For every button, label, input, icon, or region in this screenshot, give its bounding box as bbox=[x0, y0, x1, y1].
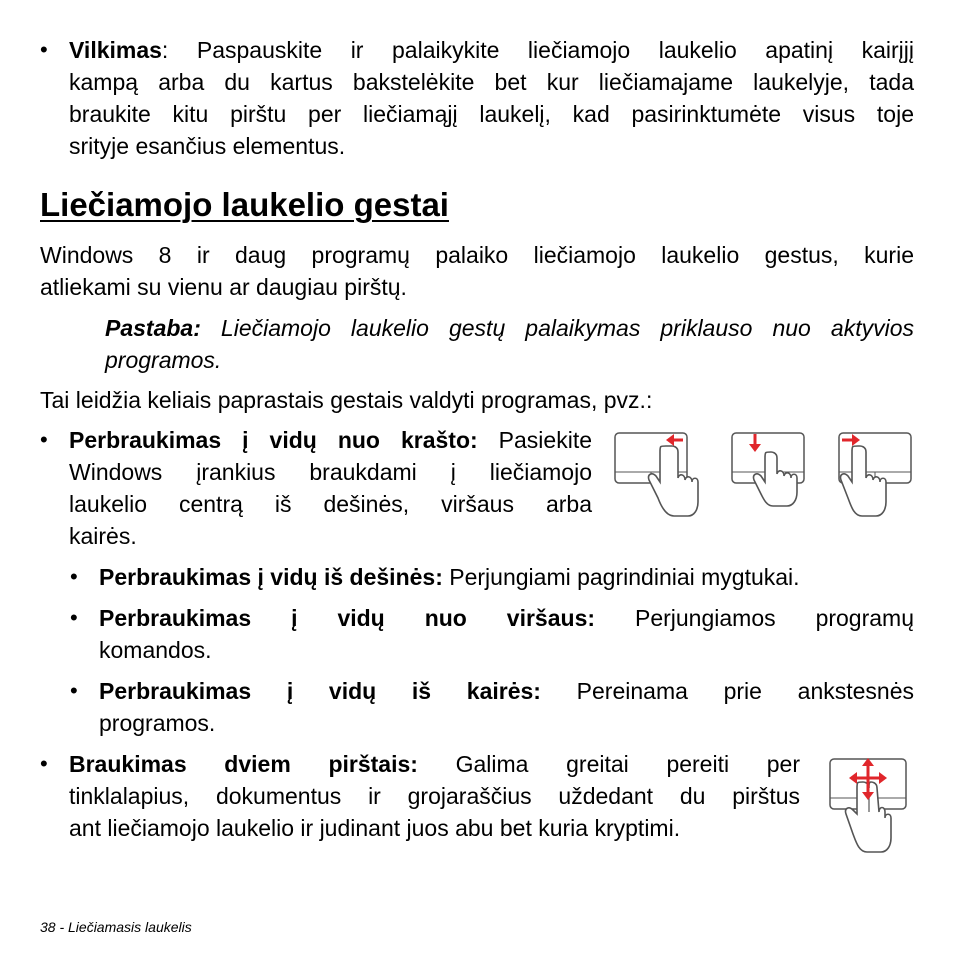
swipe-left-desc: Pereinama prie ankstesnės bbox=[540, 678, 914, 704]
drag-line-3: braukite kitu pirštu per liečiamąjį laukelį, kad pasirinktumėte visus toje bbox=[69, 101, 914, 127]
section-heading: Liečiamojo laukelio gestai bbox=[40, 186, 449, 223]
swipe-top-icon bbox=[731, 432, 807, 508]
edge-swipe-text bbox=[69, 424, 592, 552]
two-finger-line-2: tinklalapius, dokumentus ir grojaraščius uždedant du pirštus bbox=[69, 783, 800, 809]
two-finger-term: Braukimas dviem pirštais: bbox=[69, 751, 418, 777]
lead-paragraph: Tai leidžia keliais paprastais gestais valdyti programas, pvz.: bbox=[40, 387, 653, 413]
swipe-right-desc: Perjungiami pagrindiniai mygtukai. bbox=[442, 564, 800, 590]
drag-term: Vilkimas bbox=[69, 37, 162, 63]
two-finger-scroll-icon bbox=[829, 758, 909, 856]
intro-paragraph bbox=[40, 239, 914, 303]
bullet-marker: • bbox=[40, 37, 48, 62]
edge-swipe-line-4: kairės. bbox=[69, 523, 137, 549]
note-line-1: Liečiamojo laukelio gestų palaikymas priklauso nuo aktyvios bbox=[200, 315, 914, 341]
swipe-left-icon bbox=[838, 432, 914, 520]
drag-bullet-text bbox=[69, 34, 914, 162]
swipe-left-term: Perbraukimas į vidų iš kairės: bbox=[99, 678, 541, 704]
swipe-top-desc-2: komandos. bbox=[99, 637, 212, 663]
drag-line-2: kampą arba du kartus bakstelėkite bet kur liečiamajame laukelyje, tada bbox=[69, 69, 914, 95]
note-line-2: programos. bbox=[105, 347, 222, 373]
swipe-left-item bbox=[99, 675, 914, 739]
edge-swipe-term: Perbraukimas į vidų nuo krašto: bbox=[69, 427, 478, 453]
swipe-right-item bbox=[99, 561, 914, 593]
bullet-marker: • bbox=[40, 427, 48, 452]
two-finger-text bbox=[69, 748, 800, 844]
two-finger-line-3: ant liečiamojo laukelio ir judinant juos abu bet kuria kryptimi. bbox=[69, 815, 681, 841]
intro-line-2: atliekami su vienu ar daugiau pirštų. bbox=[40, 274, 407, 300]
drag-line-4: srityje esančius elementus. bbox=[69, 133, 346, 159]
bullet-marker: • bbox=[40, 751, 48, 776]
sub-bullet-marker: • bbox=[70, 678, 78, 703]
edge-swipe-line-1: Pasiekite bbox=[477, 427, 592, 453]
swipe-top-item bbox=[99, 602, 914, 666]
note-label: Pastaba: bbox=[105, 315, 201, 341]
sub-bullet-marker: • bbox=[70, 564, 78, 589]
swipe-top-desc: Perjungiamos programų bbox=[595, 605, 914, 631]
edge-swipe-line-3: laukelio centrą iš dešinės, viršaus arba bbox=[69, 491, 592, 517]
intro-line-1: Windows 8 ir daug programų palaiko liečiamojo laukelio gestus, kurie bbox=[40, 242, 914, 268]
drag-line-1: : Paspauskite ir palaikykite liečiamojo laukelio apatinį kairįjį bbox=[161, 37, 914, 63]
two-finger-line-1: Galima greitai pereiti per bbox=[417, 751, 800, 777]
sub-bullet-marker: • bbox=[70, 605, 78, 630]
swipe-right-icon bbox=[614, 432, 704, 520]
swipe-left-desc-2: programos. bbox=[99, 710, 216, 736]
page-footer: 38 - Liečiamasis laukelis bbox=[40, 919, 192, 935]
edge-swipe-line-2: Windows įrankius braukdami į liečiamojo bbox=[69, 459, 592, 485]
swipe-top-term: Perbraukimas į vidų nuo viršaus: bbox=[99, 605, 596, 631]
swipe-right-term: Perbraukimas į vidų iš dešinės: bbox=[99, 564, 443, 590]
note-paragraph bbox=[105, 312, 914, 376]
